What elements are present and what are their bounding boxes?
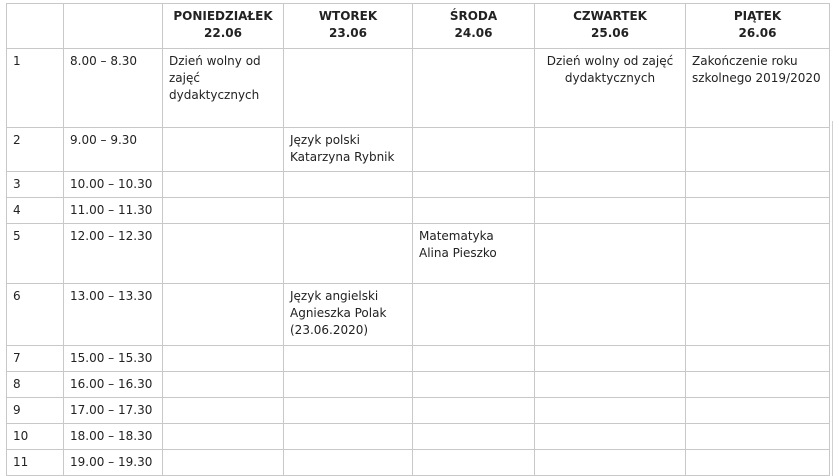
entry-cell <box>284 398 413 424</box>
entry-cell <box>535 346 686 372</box>
table-row <box>7 198 830 224</box>
header-day-friday: PIĄTEK 26.06 <box>686 4 830 49</box>
entry-cell <box>163 224 284 284</box>
schedule-table <box>6 3 830 476</box>
entry-cell <box>163 372 284 398</box>
table-row <box>7 424 830 450</box>
entry-cell <box>686 372 830 398</box>
entry-cell <box>686 424 830 450</box>
lesson-time: 18.00 – 18.30 <box>64 424 163 450</box>
entry-cell <box>686 398 830 424</box>
header-row <box>7 4 830 49</box>
entry-cell <box>413 450 535 476</box>
entry-cell <box>535 398 686 424</box>
entry-cell <box>413 198 535 224</box>
entry-cell: Matematyka Alina Pieszko <box>413 224 535 284</box>
lesson-time: 15.00 – 15.30 <box>64 346 163 372</box>
lesson-time: 12.00 – 12.30 <box>64 224 163 284</box>
entry-cell <box>686 172 830 198</box>
entry-cell <box>535 450 686 476</box>
lesson-time: 16.00 – 16.30 <box>64 372 163 398</box>
entry-cell <box>686 346 830 372</box>
header-empty-cell <box>64 4 163 49</box>
lesson-number: 9 <box>7 398 64 424</box>
entry-cell <box>163 424 284 450</box>
entry-cell <box>413 172 535 198</box>
lesson-number: 7 <box>7 346 64 372</box>
header-empty-cell <box>7 4 64 49</box>
entry-cell <box>413 346 535 372</box>
header-day-thursday: CZWARTEK 25.06 <box>535 4 686 49</box>
entry-cell <box>163 284 284 346</box>
entry-cell: Dzień wolny od zajęć dydaktycznych <box>535 49 686 128</box>
entry-cell <box>686 198 830 224</box>
table-row <box>7 49 830 128</box>
entry-cell <box>686 284 830 346</box>
lesson-number: 4 <box>7 198 64 224</box>
entry-cell <box>163 346 284 372</box>
entry-cell <box>535 424 686 450</box>
entry-cell <box>535 284 686 346</box>
table-row <box>7 398 830 424</box>
entry-cell <box>284 372 413 398</box>
entry-cell: Język polski Katarzyna Rybnik <box>284 128 413 172</box>
lesson-number: 2 <box>7 128 64 172</box>
header-day-monday: PONIEDZIAŁEK 22.06 <box>163 4 284 49</box>
table-row <box>7 346 830 372</box>
header-day-wednesday: ŚRODA 24.06 <box>413 4 535 49</box>
entry-cell <box>413 284 535 346</box>
entry-cell <box>284 450 413 476</box>
entry-cell <box>535 372 686 398</box>
lesson-time: 10.00 – 10.30 <box>64 172 163 198</box>
entry-cell <box>413 398 535 424</box>
entry-cell <box>686 450 830 476</box>
entry-cell <box>284 346 413 372</box>
entry-cell: Język angielski Agnieszka Polak (23.06.2020) <box>284 284 413 346</box>
entry-cell <box>535 224 686 284</box>
lesson-number: 5 <box>7 224 64 284</box>
table-row <box>7 284 830 346</box>
table-row <box>7 128 830 172</box>
entry-cell <box>163 198 284 224</box>
entry-cell <box>284 224 413 284</box>
lesson-time: 9.00 – 9.30 <box>64 128 163 172</box>
header-day-tuesday: WTOREK 23.06 <box>284 4 413 49</box>
entry-cell <box>686 224 830 284</box>
table-row <box>7 372 830 398</box>
entry-cell <box>535 128 686 172</box>
lesson-number: 1 <box>7 49 64 128</box>
lesson-time: 11.00 – 11.30 <box>64 198 163 224</box>
entry-cell: Zakończenie roku szkolnego 2019/2020 <box>686 49 830 128</box>
lesson-time: 13.00 – 13.30 <box>64 284 163 346</box>
entry-cell <box>535 172 686 198</box>
lesson-time: 19.00 – 19.30 <box>64 450 163 476</box>
entry-cell <box>413 424 535 450</box>
entry-cell <box>163 172 284 198</box>
lesson-time: 8.00 – 8.30 <box>64 49 163 128</box>
entry-cell <box>284 424 413 450</box>
lesson-number: 6 <box>7 284 64 346</box>
entry-cell <box>284 49 413 128</box>
entry-cell <box>163 398 284 424</box>
page-edge-line <box>832 121 833 476</box>
lesson-number: 11 <box>7 450 64 476</box>
lesson-time: 17.00 – 17.30 <box>64 398 163 424</box>
entry-cell: Dzień wolny od zajęć dydaktycznych <box>163 49 284 128</box>
table-row <box>7 224 830 284</box>
lesson-number: 3 <box>7 172 64 198</box>
entry-cell <box>163 128 284 172</box>
lesson-number: 10 <box>7 424 64 450</box>
lesson-number: 8 <box>7 372 64 398</box>
entry-cell <box>686 128 830 172</box>
entry-cell <box>163 450 284 476</box>
entry-cell <box>413 372 535 398</box>
entry-cell <box>284 172 413 198</box>
entry-cell <box>535 198 686 224</box>
entry-cell <box>413 49 535 128</box>
table-row <box>7 172 830 198</box>
entry-cell <box>413 128 535 172</box>
entry-cell <box>284 198 413 224</box>
table-row <box>7 450 830 476</box>
